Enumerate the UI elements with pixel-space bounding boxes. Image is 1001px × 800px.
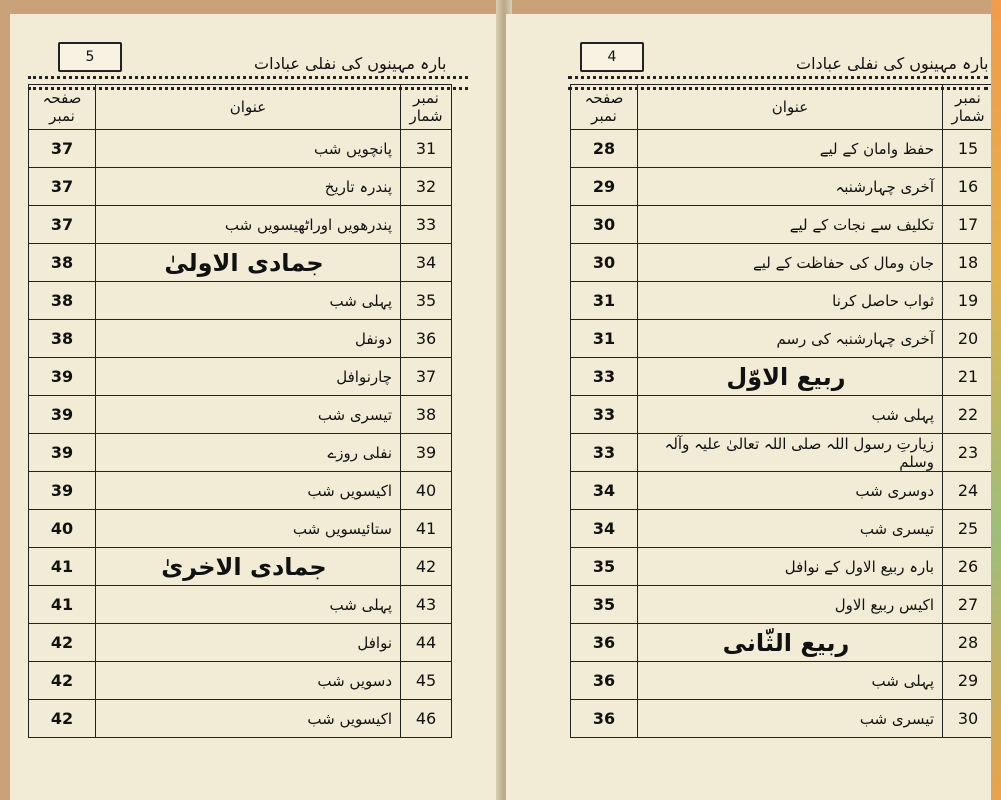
topic-cell: نفلی روزے [96, 434, 401, 472]
table-row [571, 472, 994, 510]
table-row [571, 548, 994, 586]
page-title: بارہ مہینوں کی نفلی عبادات [254, 54, 447, 73]
topic-cell: پانچویں شب [96, 130, 401, 168]
serial-cell: 36 [401, 320, 452, 358]
page-cell: 40 [29, 510, 96, 548]
table-row [29, 130, 452, 168]
table-row [571, 206, 994, 244]
page-cell: 36 [571, 700, 638, 738]
serial-cell: 39 [401, 434, 452, 472]
page-cell: 29 [571, 168, 638, 206]
page-title: بارہ مہینوں کی نفلی عبادات [796, 54, 989, 73]
serial-cell: 34 [401, 244, 452, 282]
serial-cell: 16 [943, 168, 994, 206]
serial-cell: 20 [943, 320, 994, 358]
serial-cell: 22 [943, 396, 994, 434]
page-cell: 34 [571, 472, 638, 510]
serial-cell: 30 [943, 700, 994, 738]
serial-cell: 43 [401, 586, 452, 624]
topic-cell: دسویں شب [96, 662, 401, 700]
table-row [29, 700, 452, 738]
table-row [29, 320, 452, 358]
page-cell: 31 [571, 282, 638, 320]
serial-cell: 26 [943, 548, 994, 586]
serial-cell: 42 [401, 548, 452, 586]
table-row [571, 168, 994, 206]
topic-cell: پہلی شب [638, 396, 943, 434]
topic-cell: پہلی شب [96, 282, 401, 320]
serial-cell: 38 [401, 396, 452, 434]
section-heading: ربیع الاوّل [638, 358, 943, 396]
topic-cell: ستائیسویں شب [96, 510, 401, 548]
table-row [29, 548, 452, 586]
serial-cell: 33 [401, 206, 452, 244]
page-cell: 39 [29, 472, 96, 510]
table-row [571, 586, 994, 624]
serial-cell: 31 [401, 130, 452, 168]
serial-cell: 45 [401, 662, 452, 700]
topic-cell: چارنوافل [96, 358, 401, 396]
topic-cell: پندرھویں اوراٹھیسویں شب [96, 206, 401, 244]
table-row [29, 624, 452, 662]
left-page [10, 14, 502, 800]
table-row [571, 244, 994, 282]
topic-cell: پہلی شب [96, 586, 401, 624]
topic-cell: پندرہ تاریخ [96, 168, 401, 206]
table-row [29, 662, 452, 700]
serial-cell: 37 [401, 358, 452, 396]
section-heading: جمادی الاولیٰ [96, 244, 401, 282]
table-row [29, 472, 452, 510]
table-row [571, 320, 994, 358]
page-cell: 33 [571, 358, 638, 396]
topic-header: عنوان [96, 85, 401, 130]
page-cell: 28 [571, 130, 638, 168]
serial-cell: 18 [943, 244, 994, 282]
topic-cell: آخری چہارشنبہ کی رسم [638, 320, 943, 358]
table-row [29, 282, 452, 320]
topic-cell: جان ومال کی حفاظت کے لیے [638, 244, 943, 282]
table-row [571, 624, 994, 662]
right-page [506, 14, 991, 800]
page-cell: 36 [571, 662, 638, 700]
serial-cell: 46 [401, 700, 452, 738]
contents-table [28, 84, 452, 738]
page-number-box: 5 [58, 42, 122, 72]
topic-cell: زیارتِ رسول اللہ صلی اللہ تعالیٰ علیہ وآلہ وسلم [638, 434, 943, 472]
table-row [571, 358, 994, 396]
serial-cell: 32 [401, 168, 452, 206]
topic-cell: ثواب حاصل کرنا [638, 282, 943, 320]
page-cell: 37 [29, 206, 96, 244]
topic-cell: نوافل [96, 624, 401, 662]
table-row [571, 130, 994, 168]
page-cell: 41 [29, 548, 96, 586]
page-cell: 42 [29, 700, 96, 738]
page-cell: 39 [29, 434, 96, 472]
table-row [571, 434, 994, 472]
page-cell: 38 [29, 320, 96, 358]
topic-cell: حفظ وامان کے لیے [638, 130, 943, 168]
serial-header: نمبر شمار [943, 85, 994, 130]
topic-cell: دوسری شب [638, 472, 943, 510]
topic-cell: تیسری شب [638, 700, 943, 738]
table-row [571, 396, 994, 434]
topic-cell: اکیسویں شب [96, 472, 401, 510]
table-row [571, 510, 994, 548]
page-cell: 31 [571, 320, 638, 358]
page-cell: 36 [571, 624, 638, 662]
serial-cell: 24 [943, 472, 994, 510]
topic-header: عنوان [638, 85, 943, 130]
page-cell: 42 [29, 624, 96, 662]
table-row [29, 396, 452, 434]
topic-cell: بارہ ربیع الاول کے نوافل [638, 548, 943, 586]
table-row [571, 662, 994, 700]
topic-cell: پہلی شب [638, 662, 943, 700]
page-cell: 33 [571, 396, 638, 434]
page-number-box: 4 [580, 42, 644, 72]
page-cell: 39 [29, 396, 96, 434]
serial-cell: 29 [943, 662, 994, 700]
section-heading: جمادی الاخریٰ [96, 548, 401, 586]
page-cell: 33 [571, 434, 638, 472]
page-cell: 38 [29, 244, 96, 282]
page-header: صفحہ نمبر [571, 85, 638, 130]
page-cell: 37 [29, 130, 96, 168]
topic-cell: اکیس ربیع الاول [638, 586, 943, 624]
table-row [29, 510, 452, 548]
serial-cell: 17 [943, 206, 994, 244]
serial-cell: 19 [943, 282, 994, 320]
table-row [29, 586, 452, 624]
serial-cell: 28 [943, 624, 994, 662]
serial-cell: 15 [943, 130, 994, 168]
page-cell: 37 [29, 168, 96, 206]
page-cell: 38 [29, 282, 96, 320]
table-row [29, 358, 452, 396]
serial-cell: 27 [943, 586, 994, 624]
serial-cell: 25 [943, 510, 994, 548]
table-row [29, 434, 452, 472]
serial-cell: 21 [943, 358, 994, 396]
serial-cell: 23 [943, 434, 994, 472]
page-cell: 39 [29, 358, 96, 396]
topic-cell: تکلیف سے نجات کے لیے [638, 206, 943, 244]
serial-cell: 41 [401, 510, 452, 548]
page-cell: 42 [29, 662, 96, 700]
page-cell: 41 [29, 586, 96, 624]
table-row [29, 168, 452, 206]
page-header: صفحہ نمبر [29, 85, 96, 130]
topic-cell: اکیسویں شب [96, 700, 401, 738]
page-cell: 30 [571, 244, 638, 282]
section-heading: ربیع الثّانی [638, 624, 943, 662]
page-cell: 34 [571, 510, 638, 548]
page-cell: 35 [571, 548, 638, 586]
table-row [29, 206, 452, 244]
table-row [571, 700, 994, 738]
serial-header: نمبر شمار [401, 85, 452, 130]
book-edge [991, 0, 1001, 800]
page-cell: 30 [571, 206, 638, 244]
contents-table [570, 84, 994, 738]
table-row [571, 282, 994, 320]
page-cell: 35 [571, 586, 638, 624]
topic-cell: تیسری شب [96, 396, 401, 434]
serial-cell: 35 [401, 282, 452, 320]
topic-cell: تیسری شب [638, 510, 943, 548]
serial-cell: 44 [401, 624, 452, 662]
topic-cell: آخری چہارشنبہ [638, 168, 943, 206]
table-row [29, 244, 452, 282]
topic-cell: دونفل [96, 320, 401, 358]
serial-cell: 40 [401, 472, 452, 510]
